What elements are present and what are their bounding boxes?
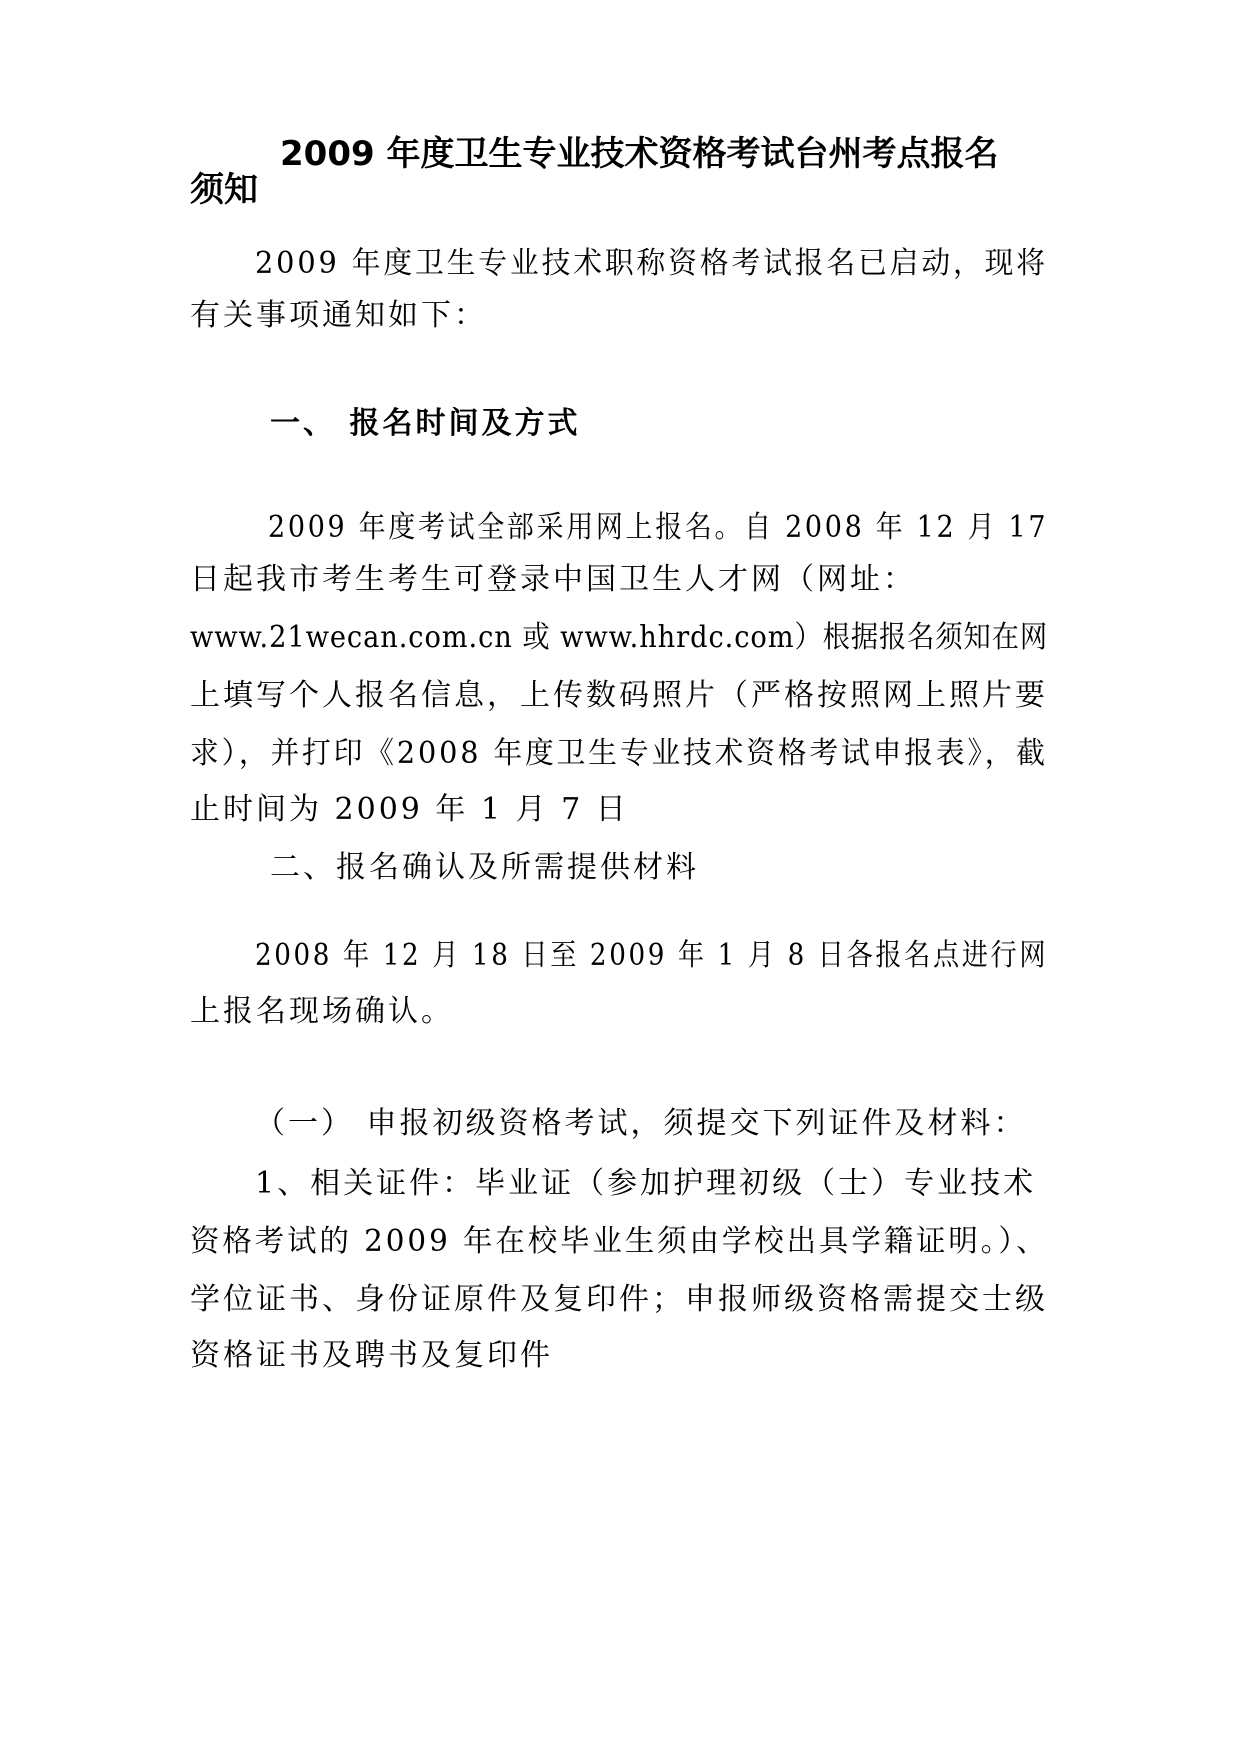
section-1-line-6: 止时间为 2009 年 1 月 7 日	[190, 792, 629, 827]
section-1-heading: 一、 报名时间及方式	[270, 406, 581, 441]
intro-paragraph-line-1: 2009 年度卫生专业技术职称资格考试报名已启动，现将	[255, 246, 1048, 281]
item-1-line-3: 学位证书、身份证原件及复印件；申报师级资格需提交士级	[190, 1282, 1048, 1317]
section-2-line-2: 上报名现场确认。	[190, 994, 454, 1029]
subsection-1-heading: （一） 申报初级资格考试，须提交下列证件及材料：	[255, 1106, 1027, 1141]
section-1-line-3: www.21wecan.com.cn 或 www.hhrdc.com）根据报名须知在网	[190, 620, 1049, 655]
section-2-line-1: 2008 年 12 月 18 日至 2009 年 1 月 8 日各报名点进行网	[255, 938, 1049, 973]
document-title-line-1: 2009 年度卫生专业技术资格考试台州考点报名	[280, 134, 999, 174]
item-1-line-4: 资格证书及聘书及复印件	[190, 1338, 553, 1373]
item-1-line-2: 资格考试的 2009 年在校毕业生须由学校出具学籍证明。）、	[190, 1224, 1049, 1259]
intro-paragraph-line-2: 有关事项通知如下：	[190, 298, 487, 333]
section-1-line-1: 2009 年度考试全部采用网上报名。自 2008 年 12 月 17	[268, 510, 1049, 545]
section-2-heading: 二、报名确认及所需提供材料	[270, 850, 699, 885]
document-title-line-2: 须知	[190, 170, 258, 210]
section-1-line-2: 日起我市考生考生可登录中国卫生人才网（网址：	[190, 562, 916, 597]
section-1-line-4: 上填写个人报名信息，上传数码照片（严格按照网上照片要	[190, 678, 1048, 713]
item-1-line-1: 1、相关证件：毕业证（参加护理初级（士）专业技术	[255, 1166, 1037, 1201]
section-1-line-5: 求），并打印《2008 年度卫生专业技术资格考试申报表》，截	[190, 736, 1048, 771]
